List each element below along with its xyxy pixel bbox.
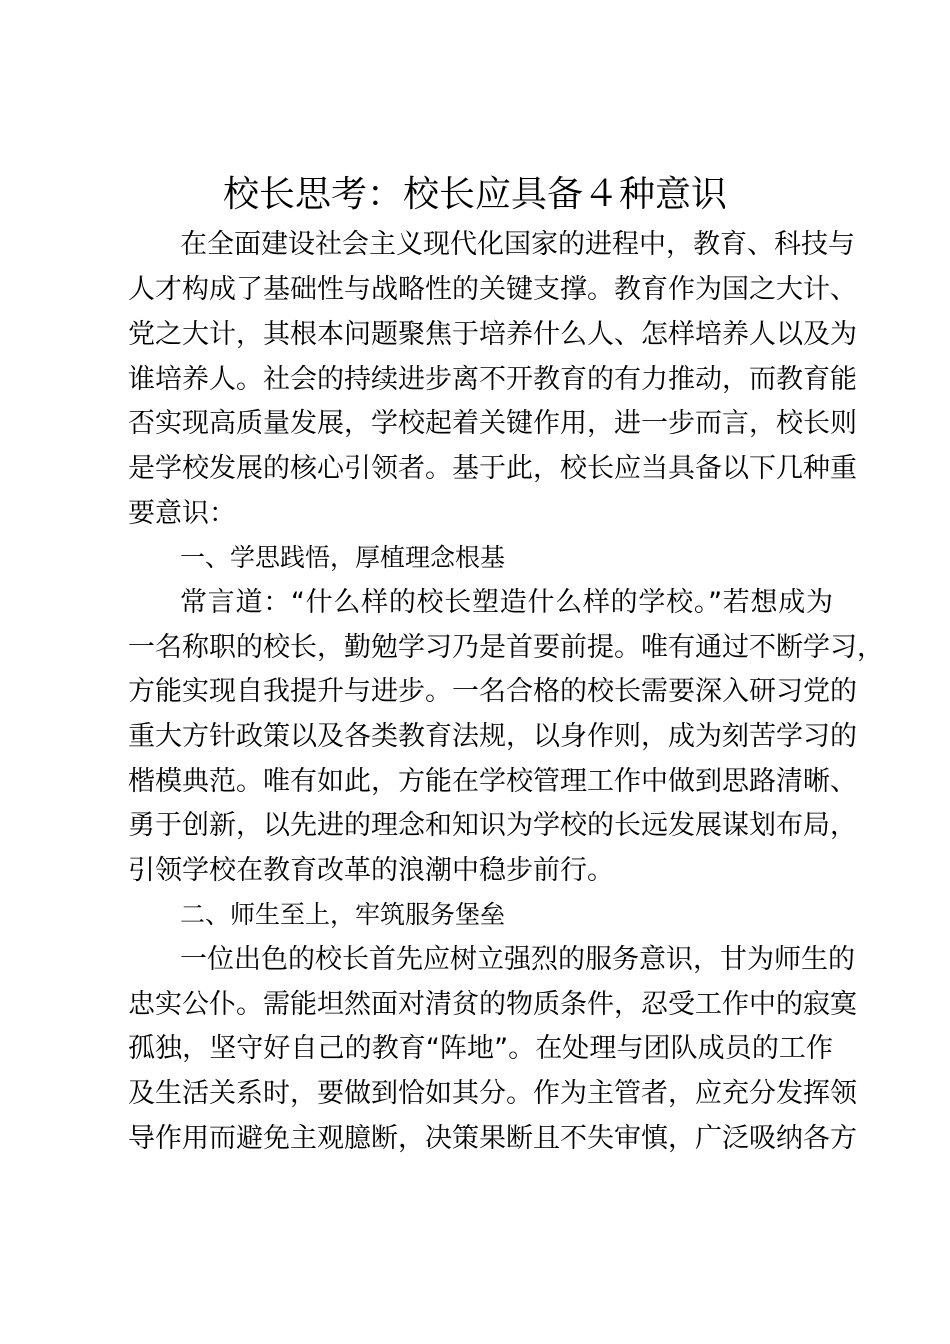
document-title: 校长思考：校长应具备４种意识 [222, 174, 727, 215]
paragraph-1-line-3: 党之大计，其根本问题聚焦于培养什么人、怎样培养人以及为 [128, 319, 857, 350]
paragraph-2-line-4: 重大方针政策以及各类教育法规，以身作则，成为刻苦学习的 [128, 721, 857, 752]
paragraph-1-line-4: 谁培养人。社会的持续进步离不开教育的有力推动，而教育能 [128, 364, 857, 395]
paragraph-1-line-5: 否实现高质量发展，学校起着关键作用，进一步而言，校长则 [128, 408, 857, 439]
paragraph-2-line-2: 一名称职的校长，勤勉学习乃是首要前提。唯有通过不断学习， [128, 632, 884, 663]
section-heading-1: 一、学思践悟，厚植理念根基 [180, 543, 506, 572]
paragraph-3-line-2: 忠实公仆。需能坦然面对清贫的物质条件，忍受工作中的寂寞 [128, 989, 857, 1020]
paragraph-3-line-5: 导作用而避免主观臆断，决策果断且不失审慎，广泛吸纳各方 [128, 1123, 857, 1154]
section-heading-2: 二、师生至上，牢筑服务堡垒 [180, 900, 506, 929]
paragraph-2-line-3: 方能实现自我提升与进步。一名合格的校长需要深入研习党的 [128, 676, 857, 707]
paragraph-1-line-1: 在全面建设社会主义现代化国家的进程中，教育、科技与 [180, 229, 855, 260]
paragraph-3-line-1: 一位出色的校长首先应树立强烈的服务意识，甘为师生的 [180, 944, 855, 975]
paragraph-1-line-2: 人才构成了基础性与战略性的关键支撑。教育作为国之大计、 [128, 274, 857, 305]
paragraph-3-line-3: 孤独，坚守好自己的教育“阵地”。在处理与团队成员的工作 [128, 1033, 833, 1064]
paragraph-2-line-6: 勇于创新，以先进的理念和知识为学校的长远发展谋划布局， [128, 810, 857, 841]
paragraph-2-line-5: 楷模典范。唯有如此，方能在学校管理工作中做到思路清晰、 [128, 766, 857, 797]
paragraph-2-line-1: 常言道：“什么样的校长塑造什么样的学校。”若想成为 [180, 587, 833, 618]
paragraph-1-line-7: 要意识： [128, 498, 236, 529]
paragraph-1-line-6: 是学校发展的核心引领者。基于此，校长应当具备以下几种重 [128, 453, 857, 484]
paragraph-3-line-4: 及生活关系时，要做到恰如其分。作为主管者，应充分发挥领 [128, 1078, 857, 1109]
paragraph-2-line-7: 引领学校在教育改革的浪潮中稳步前行。 [128, 855, 614, 886]
